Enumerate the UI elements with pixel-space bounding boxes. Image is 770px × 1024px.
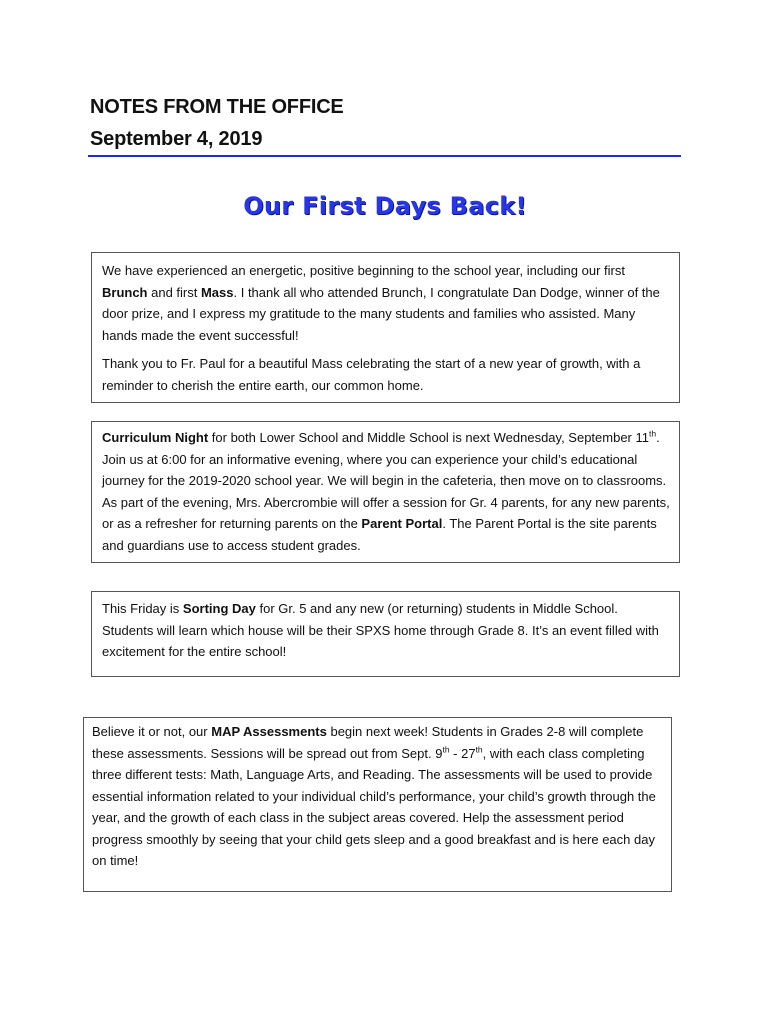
- sorting-paragraph: [102, 598, 670, 663]
- text-run: This Friday is: [102, 601, 183, 616]
- text-run: begin next week! Students in Grades 2-8 will complete these assessments. Sessions will be spread out from Sept. 9: [92, 724, 644, 761]
- text-run: and first: [147, 284, 201, 300]
- superscript: th: [475, 744, 483, 755]
- text-run: . The Parent Portal is the site parents and guardians use to access student grades.: [102, 516, 657, 553]
- curriculum-paragraph: [102, 427, 670, 556]
- header-divider: [88, 155, 681, 157]
- sorting-day-notice: [91, 591, 680, 677]
- bold-map-assessments: MAP Assessments: [211, 724, 327, 739]
- curriculum-night-notice: [91, 421, 680, 563]
- headline: Our First Days Back!: [243, 192, 527, 220]
- text-run: for Gr. 5 and any new (or returning) students in Middle School. Students will learn which house will be their SPXS home through Grade 8. It’s an event filled with excitement for the entire school!: [102, 601, 659, 659]
- bold-curriculum-night: Curriculum Night: [102, 430, 209, 445]
- text-run: . I thank all who attended Brunch, I congratulate Dan Dodge, winner of the door prize, and I express my gratitude to the many students and families who assisted. Many hands made the event successful!: [102, 284, 660, 343]
- superscript: th: [442, 744, 450, 755]
- bold-parent-portal: Parent Portal: [361, 516, 443, 531]
- map-assessments-notice: [83, 717, 672, 892]
- brunch-mass-notice: [91, 252, 680, 403]
- text-run: , with each class completing three different tests: Math, Language Arts, and Reading. The assessments will be used to provide essential information related to your individual child’s performance, your child’s growth through the year, and the growth of each class in the subject areas covered. Help the assessment period progress smoothly by seeing that your child gets sleep and a good breakfast and is here each day on time!: [92, 745, 656, 868]
- text-run: for both Lower School and Middle School is next Wednesday, September 11: [208, 430, 649, 445]
- page-date: September 4, 2019: [90, 128, 263, 150]
- bold-brunch: Brunch: [102, 284, 148, 300]
- page-title: NOTES FROM THE OFFICE: [90, 96, 344, 118]
- bold-sorting-day: Sorting Day: [182, 601, 256, 616]
- brunch-paragraph: [102, 260, 670, 346]
- text-run: . Join us at 6:00 for an informative evening, where you can experience your child’s educational journey for the 2019-2020 school year. We will begin in the cafeteria, then move on to classrooms. As part of the evening, Mrs. Abercrombie will offer a session for Gr. 4 parents, for any new parents, or as a refresher for returning parents on the: [102, 430, 670, 531]
- text-run: Believe it or not, our: [92, 724, 212, 739]
- text-run: - 27: [449, 745, 476, 761]
- bold-mass: Mass: [200, 284, 234, 300]
- superscript: th: [649, 428, 657, 439]
- map-paragraph: [92, 721, 662, 872]
- text-run: We have experienced an energetic, positive beginning to the school year, including our first: [102, 263, 625, 278]
- mass-paragraph: Thank you to Fr. Paul for a beautiful Mass celebrating the start of a new year of growth, with a reminder to cherish the entire earth, our common home.: [102, 356, 641, 393]
